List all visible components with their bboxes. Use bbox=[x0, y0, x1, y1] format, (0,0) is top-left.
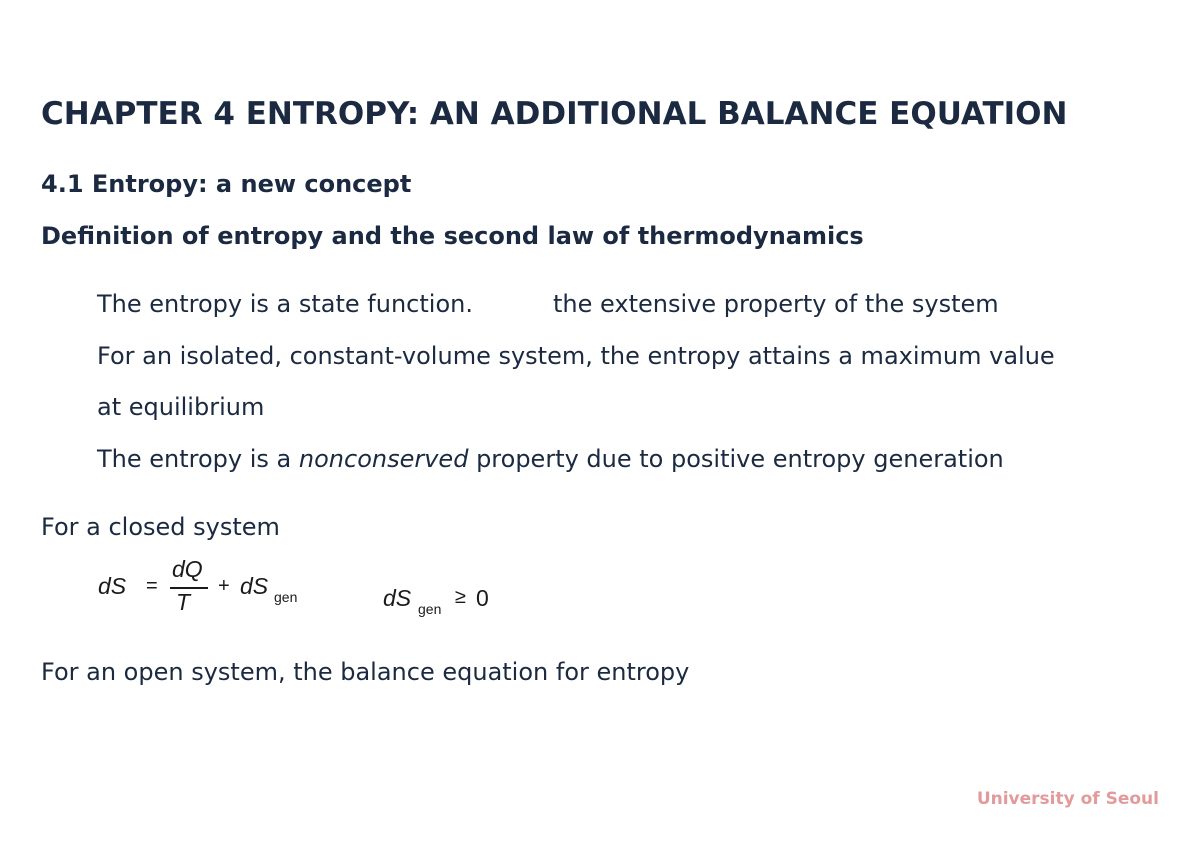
eq1-subscript: gen bbox=[274, 589, 298, 605]
eq2-term: dS bbox=[383, 585, 412, 611]
eq1-denominator: T bbox=[176, 589, 191, 615]
bullet-equilibrium: at equilibrium bbox=[97, 393, 265, 421]
eq1-term: dS bbox=[240, 573, 269, 599]
eq1-numerator: dQ bbox=[172, 556, 203, 582]
closed-system-label: For a closed system bbox=[41, 513, 280, 541]
footer-university: University of Seoul bbox=[976, 789, 1159, 809]
entropy-generation-inequality bbox=[383, 580, 513, 620]
subheading: Definition of entropy and the second law of thermodynamics bbox=[41, 222, 864, 250]
bullet-nonconserved-pre: The entropy is a bbox=[97, 445, 299, 473]
bullet-extensive-property: the extensive property of the system bbox=[553, 290, 999, 318]
closed-system-entropy-equation bbox=[98, 556, 318, 620]
bullet-isolated-system: For an isolated, constant-volume system, the entropy attains a maximum value bbox=[97, 342, 1055, 370]
open-system-label: For an open system, the balance equation for entropy bbox=[41, 658, 690, 686]
bullet-nonconserved-post: property due to positive entropy generation bbox=[468, 445, 1004, 473]
eq1-plus: + bbox=[218, 575, 230, 597]
bullet-nonconserved-italic: nonconserved bbox=[298, 445, 469, 473]
eq1-lhs: dS bbox=[98, 573, 127, 599]
bullet-nonconserved bbox=[97, 445, 1004, 473]
eq1-equals: = bbox=[146, 575, 158, 597]
section-heading: 4.1 Entropy: a new concept bbox=[41, 170, 412, 198]
eq2-relation: ≥ bbox=[455, 586, 466, 608]
bullet-state-function: The entropy is a state function. bbox=[97, 290, 473, 318]
eq2-subscript: gen bbox=[418, 601, 442, 617]
eq2-rhs: 0 bbox=[476, 585, 489, 611]
chapter-title: CHAPTER 4 ENTROPY: AN ADDITIONAL BALANCE EQUATION bbox=[41, 96, 1068, 132]
